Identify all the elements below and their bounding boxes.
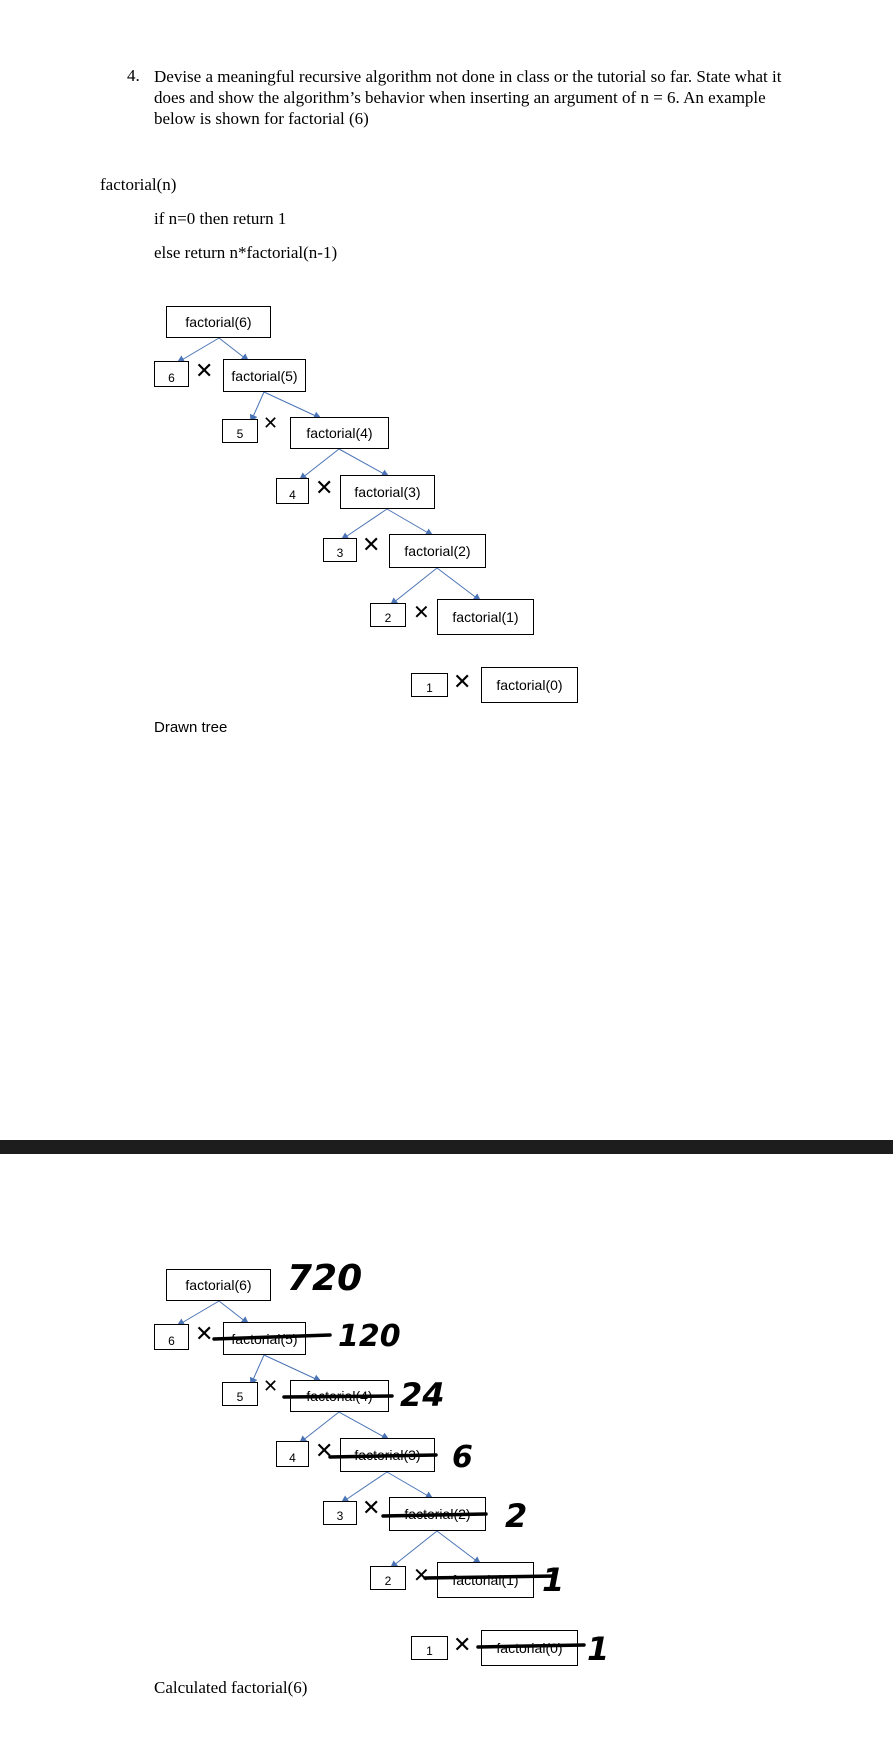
tree-call-box-0: factorial(0) bbox=[481, 667, 578, 703]
tree2-n-box-2: 2 bbox=[370, 1566, 406, 1590]
pseudocode-signature: factorial(n) bbox=[100, 175, 177, 194]
question-number: 4. bbox=[127, 66, 140, 85]
strike-line bbox=[214, 1335, 330, 1339]
strike-line bbox=[478, 1645, 584, 1647]
handwritten-result-4: 24 bbox=[400, 1376, 445, 1414]
tree-call-box-3: factorial(3) bbox=[340, 475, 435, 509]
handwritten-result-root: 720 bbox=[287, 1258, 363, 1299]
handwritten-result-5: 120 bbox=[338, 1319, 401, 1354]
tree2-call-box-2: factorial(2) bbox=[389, 1497, 486, 1531]
tree-n-box-4: 4 bbox=[276, 478, 309, 504]
strike-line bbox=[425, 1576, 555, 1578]
tree2-call-box-1: factorial(1) bbox=[437, 1562, 534, 1598]
tree2-n-box-6: 6 bbox=[154, 1324, 189, 1350]
tree2-call-box-0: factorial(0) bbox=[481, 1630, 578, 1666]
pseudocode-base-case: if n=0 then return 1 bbox=[154, 209, 287, 228]
tree2-n-box-5: 5 bbox=[222, 1382, 258, 1406]
multiply-icon: ✕ bbox=[413, 1563, 430, 1587]
multiply-icon: ✕ bbox=[315, 1439, 334, 1464]
multiply-icon: ✕ bbox=[362, 1496, 381, 1521]
tree2-root-box: factorial(6) bbox=[166, 1269, 271, 1301]
tree-root-box: factorial(6) bbox=[166, 306, 271, 338]
tree-n-box-1: 1 bbox=[411, 673, 448, 697]
handwritten-result-1: 1 bbox=[542, 1561, 565, 1599]
tree-call-box-4: factorial(4) bbox=[290, 417, 389, 449]
multiply-icon: ✕ bbox=[263, 413, 279, 434]
handwritten-result-3: 6 bbox=[452, 1440, 473, 1475]
tree-n-box-6: 6 bbox=[154, 361, 189, 387]
multiply-icon: ✕ bbox=[413, 600, 430, 624]
multiply-icon: ✕ bbox=[453, 1633, 472, 1658]
pseudocode-recursive-case: else return n*factorial(n-1) bbox=[154, 243, 338, 262]
tree-call-box-2: factorial(2) bbox=[389, 534, 486, 568]
tree2-n-box-1: 1 bbox=[411, 1636, 448, 1660]
tree2-call-box-5: factorial(5) bbox=[223, 1322, 306, 1355]
multiply-icon: ✕ bbox=[453, 670, 472, 695]
handwritten-result-2: 2 bbox=[505, 1497, 528, 1535]
tree-call-box-5: factorial(5) bbox=[223, 359, 306, 392]
tree-n-box-3: 3 bbox=[323, 538, 357, 562]
tree-call-box-1: factorial(1) bbox=[437, 599, 534, 635]
multiply-icon: ✕ bbox=[362, 533, 381, 558]
tree2-call-box-3: factorial(3) bbox=[340, 1438, 435, 1472]
strike-line bbox=[330, 1455, 436, 1457]
tree-n-box-2: 2 bbox=[370, 603, 406, 627]
tree2-call-box-4: factorial(4) bbox=[290, 1380, 389, 1412]
multiply-icon: ✕ bbox=[195, 1322, 214, 1347]
tree2-n-box-4: 4 bbox=[276, 1441, 309, 1467]
question-text: Devise a meaningful recursive algorithm not done in class or the tutorial so far. State what it does and show the algorithm’s behavior when inserting an argument of n = 6. An example below is shown for factorial (6) bbox=[154, 67, 782, 128]
strike-line bbox=[383, 1514, 486, 1516]
tree2-n-box-3: 3 bbox=[323, 1501, 357, 1525]
handwritten-result-0: 1 bbox=[587, 1630, 610, 1668]
multiply-icon: ✕ bbox=[195, 359, 214, 384]
tree-n-box-5: 5 bbox=[222, 419, 258, 443]
multiply-icon: ✕ bbox=[315, 476, 334, 501]
caption-drawn-tree: Drawn tree bbox=[154, 719, 228, 736]
multiply-icon: ✕ bbox=[263, 1376, 279, 1397]
caption-calculated: Calculated factorial(6) bbox=[154, 1678, 308, 1697]
strike-line bbox=[284, 1396, 392, 1397]
